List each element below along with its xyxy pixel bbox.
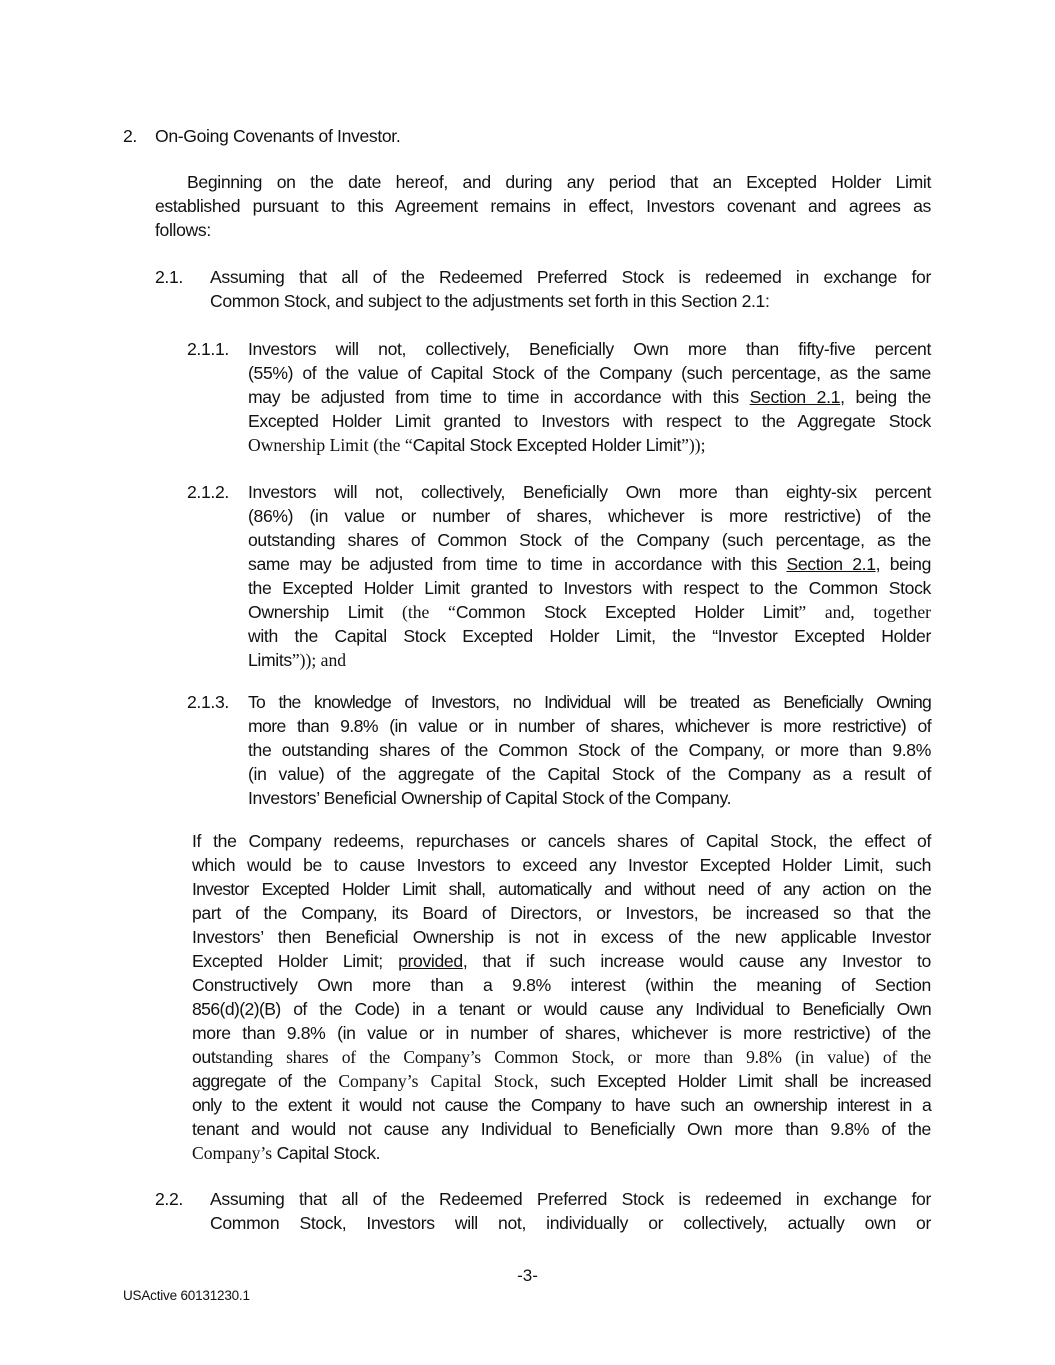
clause-line: Investors will not, collectively, Beneficially Own more than eighty-six percent [248,482,931,502]
paragraph-line: Investors’ then Beneficial Ownership is not in excess of the new applicable Investor [192,927,931,947]
clause-text: ”)); [681,435,706,455]
clause-line: Excepted Holder Limit granted to Investors with respect to the Aggregate Stock [248,411,931,431]
paragraph-text: Company’s [192,1143,277,1163]
clause-line [248,552,931,576]
clause-text: ”)); and [291,650,347,670]
clause-line [248,648,346,672]
clause-text: , being the [840,387,931,407]
defined-term: Common Stock Excepted Holder Limit [455,602,799,622]
clause-text: with the Capital Stock Excepted Holder Limit, the “ [248,626,718,646]
defined-term: Capital Stock Excepted Holder Limit [412,435,682,455]
paragraph-line [192,1045,931,1069]
clause-line [248,385,931,409]
clause-text: same may be adjusted from time to time in accordance with this [248,554,787,574]
clause-text: (the “ [402,602,456,622]
paragraph-line [192,949,931,973]
paragraph-line [192,1069,931,1093]
defined-term: Investor Excepted Holder [717,626,931,646]
clause-number: 2.1.1. [187,339,229,359]
paragraph-line: more than 9.8% (in value or in number of shares, whichever is more restrictive) of the [192,1023,931,1043]
paragraph-line: 856(d)(2)(B) of the Code) in a tenant or would cause any Individual to Beneficially Own [192,999,931,1019]
clause-line: the outstanding shares of the Common Stock of the Company, or more than 9.8% [248,740,931,760]
clause-line: more than 9.8% (in value or in number of shares, whichever is more restrictive) of [248,716,931,736]
subsection-number: 2.2. [155,1189,183,1209]
section-reference-link[interactable]: Section 2.1 [786,554,876,574]
subsection-number: 2.1. [155,267,183,287]
clause-line: Investors will not, collectively, Beneficially Own more than fifty-five percent [248,339,931,359]
paragraph-line: Investor Excepted Holder Limit shall, automatically and without need of any action on the [192,879,931,899]
paragraph-text: standing shares of the Company’s Common Stock, or more than 9.8% (in value) of the [215,1047,931,1067]
defined-term: Limits [248,650,292,670]
document-id: USActive 60131230.1 [123,1288,250,1303]
paragraph-line: only to the extent it would not cause the Company to have such an ownership interest in a [192,1095,931,1115]
clause-line: (86%) (in value or number of shares, whichever is more restrictive) of the [248,506,931,526]
paragraph-text: , that if such increase would cause any Investor to [462,951,931,971]
paragraph-text: Capital Stock. [276,1143,381,1163]
clause-line: the Excepted Holder Limit granted to Investors with respect to the Common Stock [248,578,931,598]
intro-line: established pursuant to this Agreement remains in effect, Investors covenant and agrees as [155,196,931,216]
clause-text: Ownership Limit [248,602,402,622]
subsection-line: Assuming that all of the Redeemed Preferred Stock is redeemed in exchange for [210,267,931,287]
page-number: -3- [517,1266,538,1285]
intro-line: Beginning on the date hereof, and during any period that an Excepted Holder Limit [187,172,931,192]
section-heading: On-Going Covenants of Investor. [155,126,401,146]
clause-number: 2.1.3. [187,692,229,712]
paragraph-line: which would be to cause Investors to exceed any Investor Excepted Holder Limit, such [192,855,931,875]
clause-text: Ownership Limit (the “ [248,435,413,455]
clause-line [248,624,931,648]
subsection-line: Common Stock, Investors will not, individually or collectively, actually own or [210,1213,931,1233]
paragraph-line: part of the Company, its Board of Directors, or Investors, be increased so that the [192,903,931,923]
section-reference-link[interactable]: Section 2.1 [749,387,841,407]
paragraph-line: tenant and would not cause any Individual to Beneficially Own more than 9.8% of the [192,1119,931,1139]
subsection-line: Common Stock, and subject to the adjustments set forth in this Section 2.1: [210,291,770,311]
provided-term: provided [398,951,463,971]
paragraph-text: out [192,1047,216,1067]
clause-line: outstanding shares of Common Stock of the Company (such percentage, as the [248,530,931,550]
paragraph-line [192,1141,380,1165]
clause-text: may be adjusted from time to time in accordance with this [248,387,750,407]
subsection-line: Assuming that all of the Redeemed Preferred Stock is redeemed in exchange for [210,1189,931,1209]
clause-line: (55%) of the value of Capital Stock of the Company (such percentage, as the same [248,363,931,383]
clause-line [248,600,931,624]
clause-text: ” and, together [798,602,932,622]
clause-line [248,433,706,457]
section-number: 2. [123,126,137,146]
clause-line: (in value) of the aggregate of the Capital Stock of the Company as a result of [248,764,931,784]
paragraph-line: Constructively Own more than a 9.8% interest (within the meaning of Section [192,975,931,995]
clause-line: Investors’ Beneficial Ownership of Capital Stock of the Company. [248,788,732,808]
paragraph-line: If the Company redeems, repurchases or cancels shares of Capital Stock, the effect of [192,831,931,851]
intro-line: follows: [155,220,211,240]
clause-number: 2.1.2. [187,482,229,502]
paragraph-text: , such Excepted Holder Limit shall be increased [533,1071,931,1091]
clause-text: , being [875,554,932,574]
paragraph-text: Excepted Holder Limit; [192,951,399,971]
paragraph-text: Company’s Capital Stock [338,1071,534,1091]
paragraph-text: aggregate of the [192,1071,339,1091]
clause-line: To the knowledge of Investors, no Individual will be treated as Beneficially Owning [248,692,931,712]
